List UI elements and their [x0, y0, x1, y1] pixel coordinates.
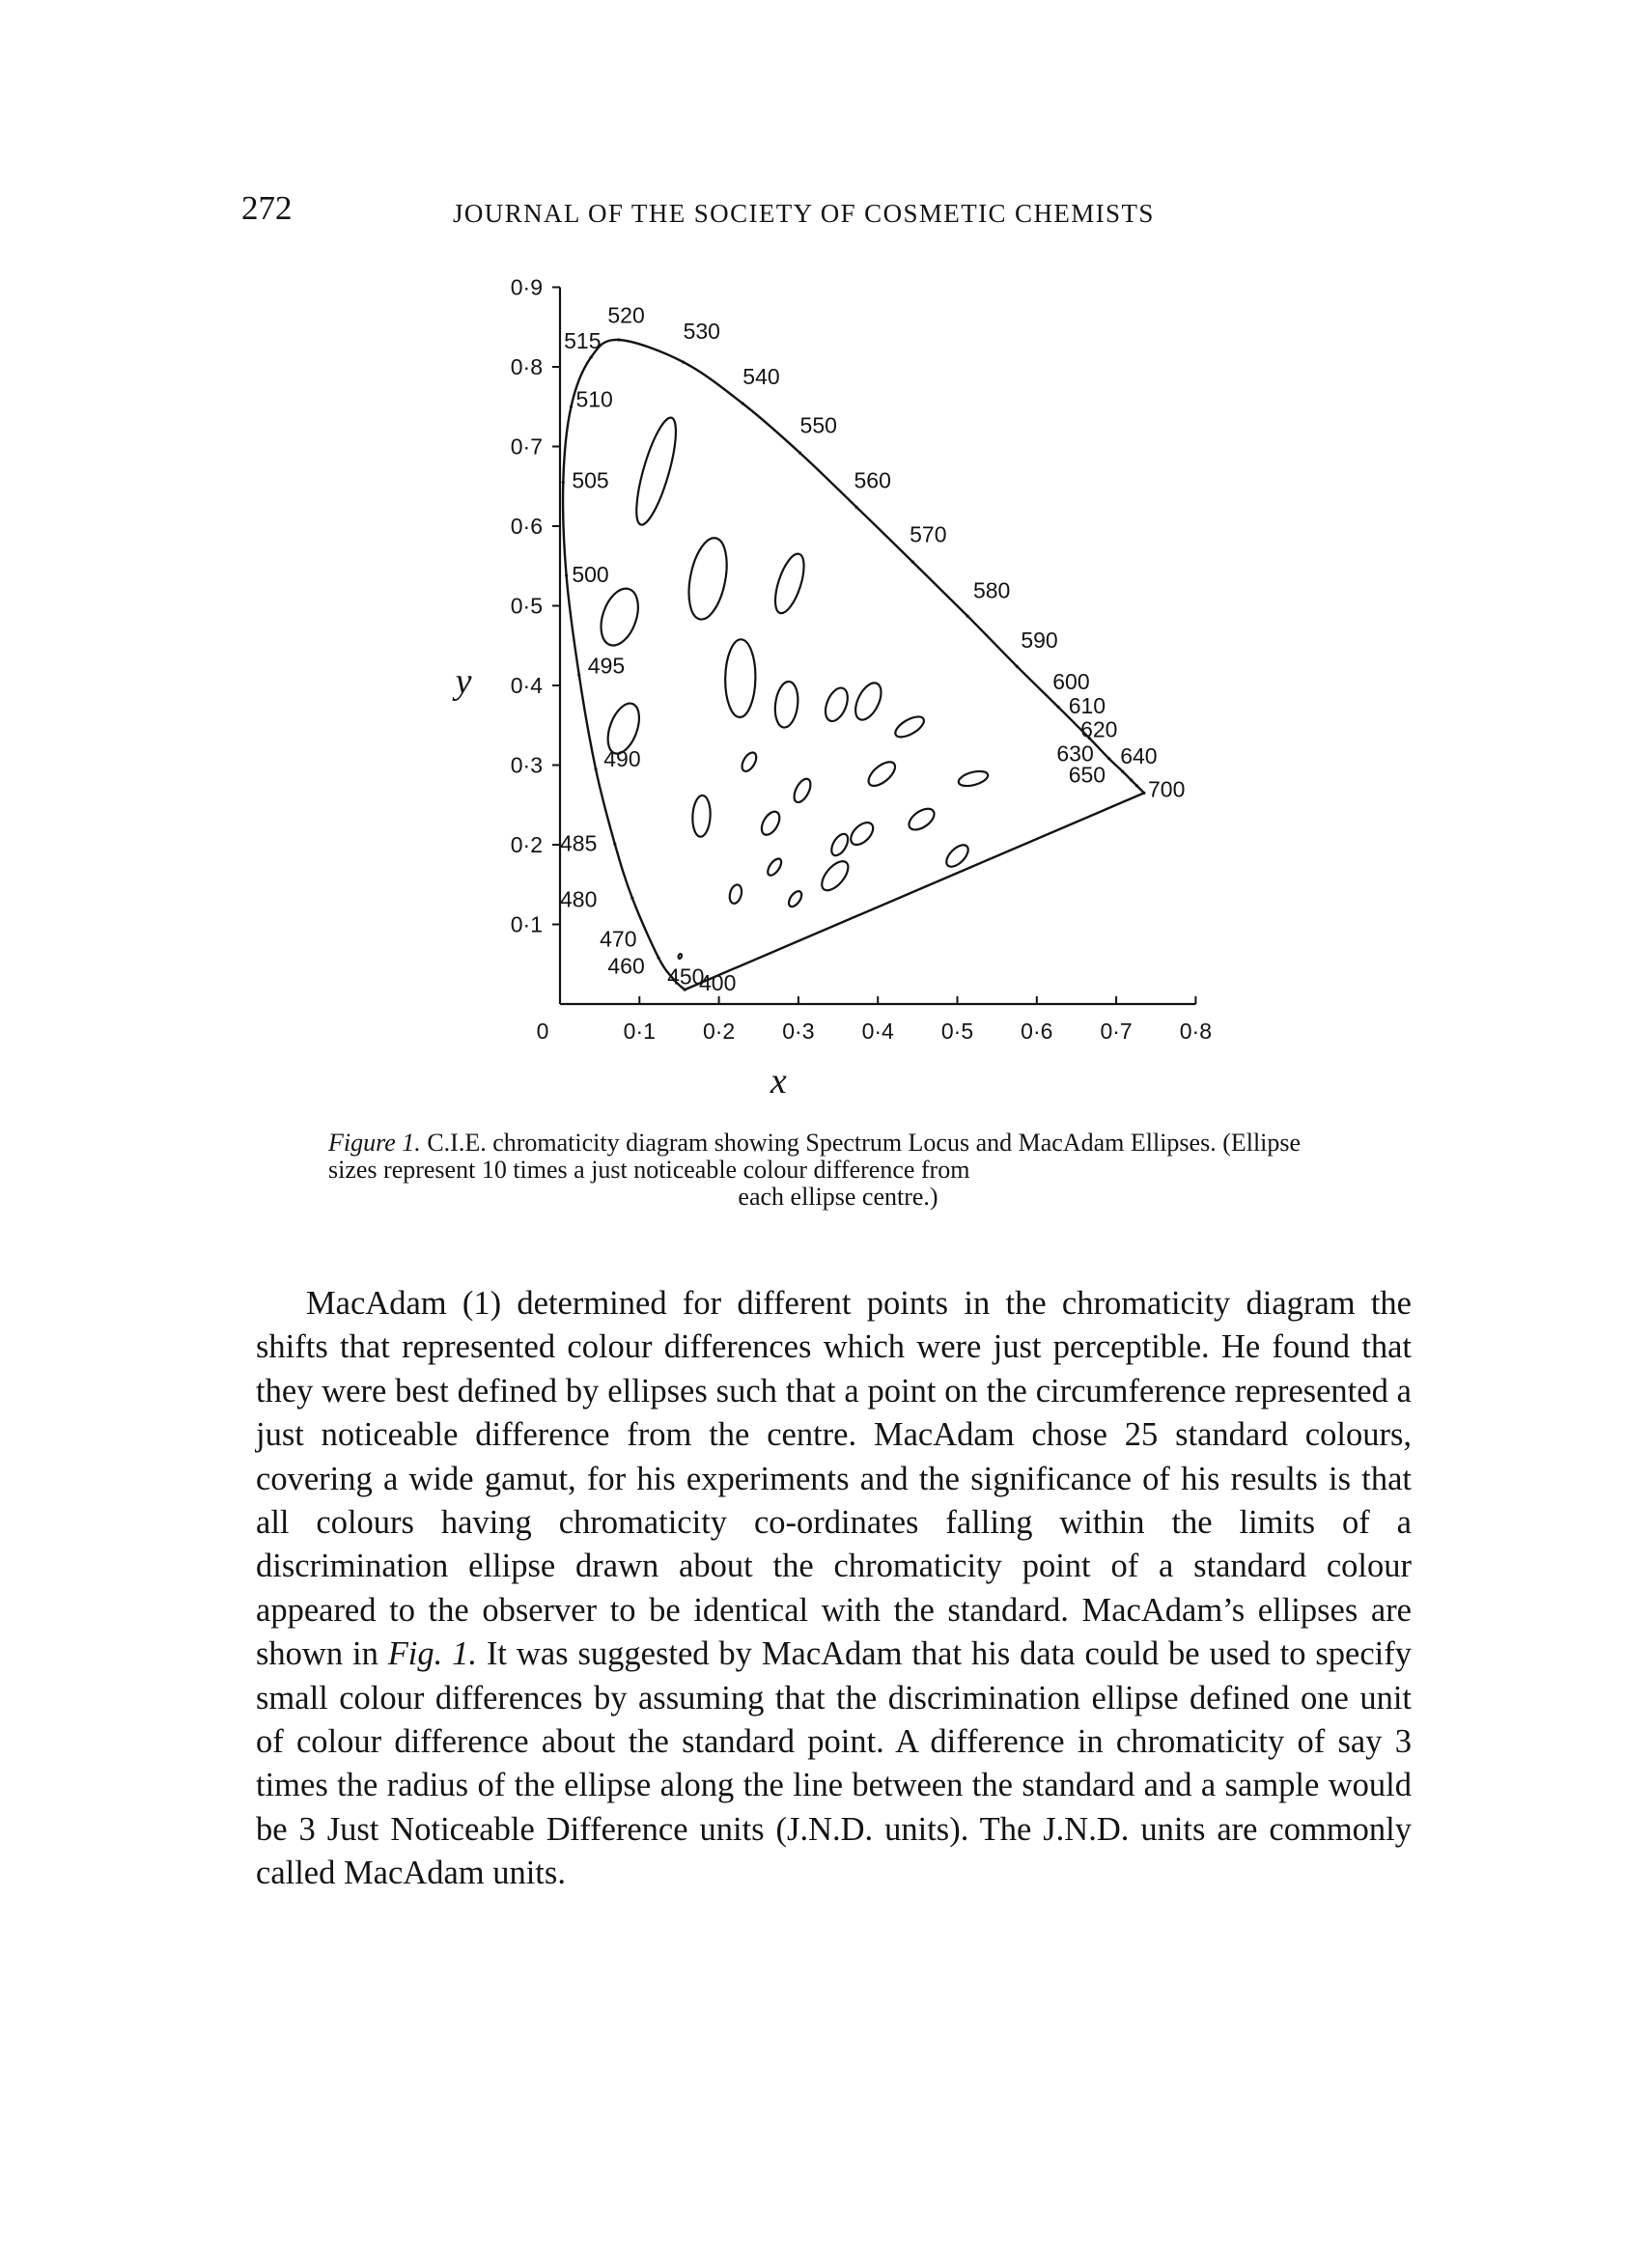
locus-point-560 [854, 506, 857, 509]
wavelength-label-460: 460 [607, 953, 645, 979]
caption-label: Figure 1. [328, 1129, 421, 1157]
y-tick-label: 0·3 [510, 752, 543, 778]
macadam-ellipse-14 [957, 768, 990, 789]
wavelength-label-500: 500 [572, 561, 609, 587]
x-tick-label: 0·3 [782, 1019, 815, 1044]
body-paragraph [256, 1282, 1412, 1896]
wavelength-label-505: 505 [572, 467, 609, 493]
body-paragraph-end: It was suggested by MacAdam that his data could be used to specify small colour differences by assuming that the discrimination ellipse defined one unit of colour difference about the standard point. A difference in chromaticity of say 3 times the radius of the ellipse along the line between the standard and a sample would be 3 Just Noticeable Difference units (J.N.D. units). The J.N.D. units are commonly called MacAdam units. [256, 1635, 1412, 1892]
macadam-ellipse-10 [892, 712, 927, 740]
locus-point-530 [682, 360, 685, 363]
y-tick-label: 0·5 [510, 593, 543, 619]
figure-reference: Fig. 1. [387, 1635, 478, 1673]
y-tick-label: 0·1 [510, 911, 543, 937]
macadam-ellipse-18 [906, 804, 938, 833]
wavelength-label-530: 530 [683, 319, 720, 345]
wavelength-label-490: 490 [603, 746, 641, 772]
locus-point-650 [1135, 784, 1138, 787]
locus-point-480 [630, 897, 633, 900]
wavelength-label-470: 470 [600, 926, 637, 952]
y-tick-label: 0·6 [510, 514, 543, 539]
y-tick-label: 0·2 [510, 832, 543, 857]
y-axis-label: y [455, 661, 472, 702]
wavelength-label-495: 495 [587, 653, 626, 679]
origin-label: 0 [536, 1019, 549, 1044]
wavelength-label-640: 640 [1120, 742, 1158, 768]
wavelength-label-400: 400 [699, 969, 737, 995]
wavelength-label-600: 600 [1052, 669, 1090, 695]
x-tick-label: 0·1 [623, 1019, 656, 1044]
wavelength-label-650: 650 [1068, 762, 1106, 788]
locus-point-550 [798, 452, 801, 455]
macadam-ellipse-20 [942, 841, 971, 870]
wavelength-label-630: 630 [1056, 740, 1094, 767]
macadam-ellipse-12 [791, 776, 814, 805]
spectrum-locus-layer [562, 338, 1146, 991]
x-axis-label: x [770, 1061, 787, 1102]
locus-point-490 [594, 768, 597, 770]
y-tick-label: 0·8 [510, 354, 543, 379]
running-header: JOURNAL OF THE SOCIETY OF COSMETIC CHEMISTS [453, 199, 1155, 228]
caption-text-line1: C.I.E. chromaticity diagram showing Spectrum Locus and MacAdam [427, 1129, 1125, 1157]
x-tick-label: 0·8 [1179, 1019, 1213, 1044]
y-tick-label: 0·9 [510, 274, 543, 300]
locus-point-505 [562, 481, 565, 484]
macadam-ellipse-8 [821, 684, 852, 724]
locus-point-510 [570, 405, 573, 408]
macadam-ellipse-4 [724, 639, 756, 717]
wavelength-label-700: 700 [1148, 776, 1186, 802]
locus-point-515 [589, 356, 592, 359]
wavelength-label-480: 480 [560, 886, 598, 912]
y-tick-label: 0·4 [510, 673, 543, 698]
macadam-ellipse-3 [594, 584, 645, 651]
locus-point-600 [1056, 706, 1059, 709]
macadam-ellipse-5 [770, 550, 810, 616]
locus-point-630 [1121, 770, 1124, 773]
wavelength-label-590: 590 [1021, 628, 1058, 654]
macadam-ellipse-23 [728, 883, 743, 905]
locus-point-700 [1142, 792, 1145, 795]
locus-point-520 [617, 338, 620, 341]
locus-point-500 [565, 574, 568, 577]
wavelength-label-540: 540 [742, 364, 780, 390]
macadam-ellipse-21 [817, 856, 853, 894]
x-tick-label: 0·5 [940, 1019, 974, 1044]
macadam-ellipse-22 [766, 856, 784, 878]
macadam-ellipse-17 [847, 819, 877, 849]
wavelength-labels-layer [560, 303, 1185, 995]
macadam-ellipse-15 [691, 795, 711, 837]
macadam-ellipse-7 [772, 681, 800, 729]
wavelength-label-610: 610 [1068, 692, 1106, 718]
x-tick-label: 0·6 [1021, 1019, 1053, 1044]
x-tick-label: 0·7 [1100, 1019, 1133, 1044]
y-tick-label: 0·7 [510, 433, 543, 460]
body-paragraph-start: MacAdam (1) determined for different points in the chromaticity diagram the shifts that represented colour differences which were just perceptible. He found that they were best defined by ellipses such that a point on the circumference represented a just noticeable difference from the centre. MacAdam chose 25 standard colours, covering a wide gamut, for his experiments and the significance of his results is that all colours having chromaticity co-ordinates falling within the limits of a discrimination ellipse drawn about the chromaticity point of a standard colour appeared to the observer to be identical with the standard. MacAdam’s ellipses are shown in [256, 1285, 1412, 1673]
macadam-ellipse-13 [864, 758, 899, 791]
wavelength-label-560: 560 [854, 467, 891, 493]
macadam-ellipse-11 [740, 750, 760, 773]
spectrum-locus-curve [563, 340, 1144, 990]
figure-caption [328, 1130, 1348, 1211]
cie-chromaticity-figure [454, 274, 1226, 1102]
macadam-ellipse-25 [678, 954, 683, 960]
x-tick-label: 0·4 [861, 1019, 894, 1044]
ellipses-layer [594, 414, 989, 959]
wavelength-label-520: 520 [607, 302, 645, 328]
x-tick-label: 0·2 [702, 1019, 736, 1044]
wavelength-label-570: 570 [910, 521, 947, 547]
macadam-ellipse-9 [851, 679, 886, 723]
locus-point-590 [1016, 665, 1019, 668]
caption-text-line2: Ellipses. (Ellipse sizes represent 10 times a just noticeable colour difference from [328, 1129, 1302, 1184]
wavelength-label-450: 450 [667, 963, 705, 990]
page-number: 272 [241, 189, 293, 227]
macadam-ellipse-19 [828, 831, 852, 858]
wavelength-label-515: 515 [564, 328, 602, 354]
chromaticity-chart [454, 274, 1226, 1102]
axes-layer [452, 275, 1212, 1103]
macadam-ellipse-2 [683, 535, 733, 623]
macadam-ellipse-24 [786, 889, 803, 909]
locus-point-470 [657, 957, 659, 960]
macadam-ellipse-1 [629, 414, 684, 528]
locus-point-495 [577, 674, 580, 677]
wavelength-label-550: 550 [799, 412, 837, 438]
wavelength-label-620: 620 [1080, 716, 1118, 742]
wavelength-label-510: 510 [575, 386, 613, 412]
locus-point-540 [742, 402, 744, 405]
locus-point-640 [1130, 779, 1133, 782]
locus-point-620 [1107, 757, 1110, 760]
wavelength-label-485: 485 [560, 830, 598, 856]
locus-point-485 [613, 843, 616, 846]
caption-text-line3: each ellipse centre.) [738, 1183, 938, 1211]
wavelength-label-580: 580 [972, 577, 1011, 603]
macadam-ellipse-16 [758, 809, 783, 838]
locus-point-570 [911, 561, 914, 564]
locus-point-580 [966, 615, 969, 618]
